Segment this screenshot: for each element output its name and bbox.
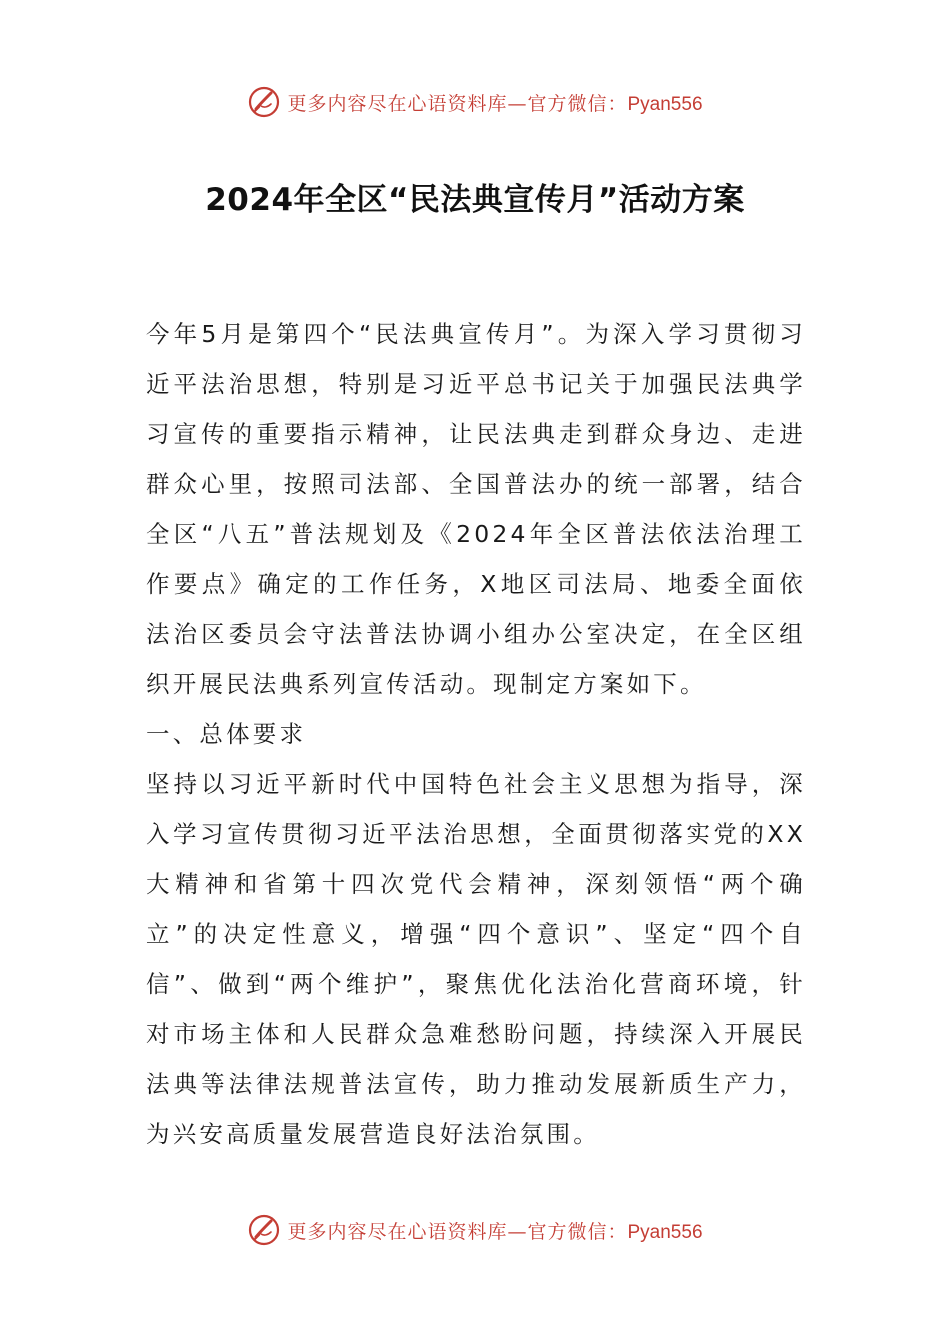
banner-text: 更多内容尽在心语资料库—官方微信：Pyan556 bbox=[287, 1220, 703, 1243]
wechat-id: Pyan556 bbox=[627, 1221, 703, 1243]
section-1-paragraph: 坚持以习近平新时代中国特色社会主义思想为指导，深入学习宣传贯彻习近平法治思想，全面贯彻落实党的XX大精神和省第十四次党代会精神，深刻领悟“两个确立”的决定性意义，增强“四个意识”、坚定“四个自信”、做到“两个维护”，聚焦优化法治化营商环境，针对市场主体和人民群众急难愁盼问题，持续深入开展民法典等法律法规普法宣传，助力推动发展新质生产力，为兴安高质量发展营造良好法治氛围。 bbox=[146, 770, 806, 1148]
section-1-heading: 一、总体要求 bbox=[146, 720, 307, 748]
document-title: 2024年全区“民法典宣传月”活动方案 bbox=[205, 182, 745, 218]
header-watermark-banner bbox=[0, 82, 950, 122]
brush-logo-icon bbox=[247, 1213, 281, 1247]
footer-watermark-banner bbox=[0, 1210, 950, 1250]
intro-paragraph: 今年5月是第四个“民法典宣传月”。为深入学习贯彻习近平法治思想，特别是习近平总书记关于加强民法典学习宣传的重要指示精神，让民法典走到群众身边、走进群众心里，按照司法部、全国普法办的统一部署，结合全区“八五”普法规划及《2024年全区普法依法治理工作要点》确定的工作任务，X地区司法局、地委全面依法治区委员会守法普法协调小组办公室决定，在全区组织开展民法典系列宣传活动。现制定方案如下。 bbox=[146, 320, 806, 698]
wechat-id: Pyan556 bbox=[627, 93, 703, 115]
document-body bbox=[146, 309, 806, 1159]
banner-text: 更多内容尽在心语资料库—官方微信：Pyan556 bbox=[287, 92, 703, 115]
brush-logo-icon bbox=[247, 85, 281, 119]
